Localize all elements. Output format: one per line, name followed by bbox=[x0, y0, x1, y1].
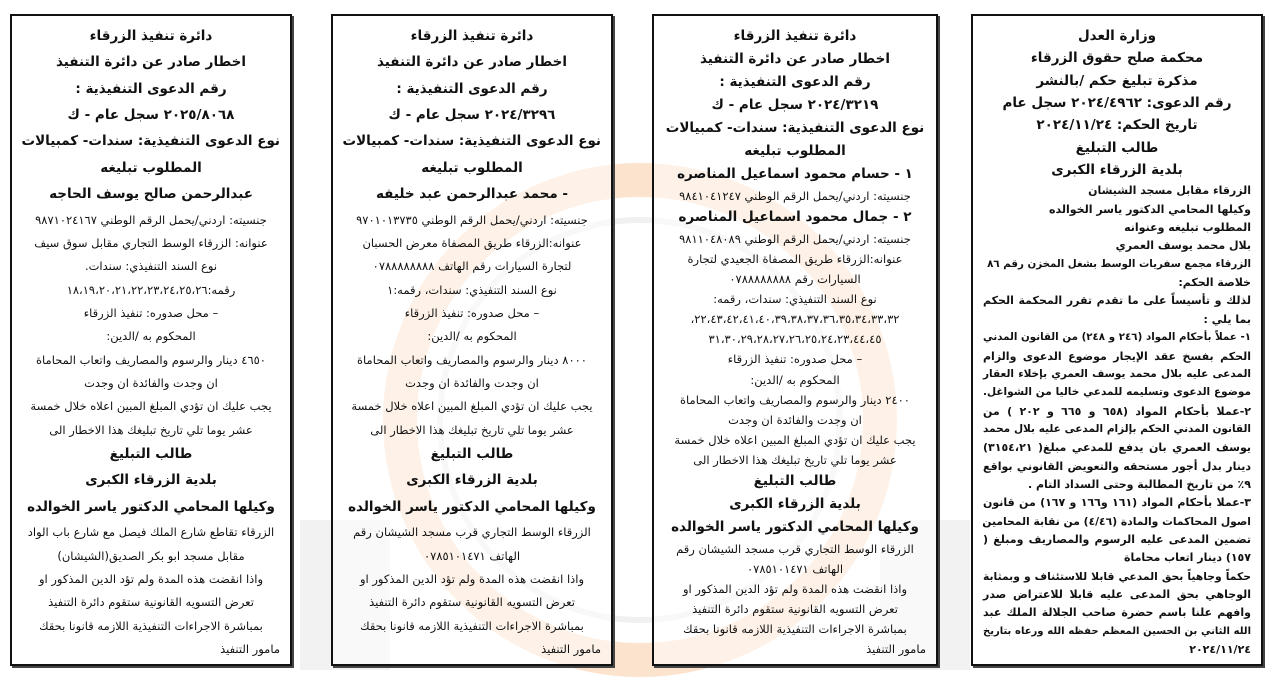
notice-heading-line: دائرة تنفيذ الزرقاء bbox=[89, 28, 213, 44]
notice-text-line: اصول المحاكمات والمادة (٤/٤٦) من نقابة المحامين bbox=[982, 514, 1251, 528]
notice-text-line: الزرقاء مقابل مسجد الشيشان bbox=[1088, 184, 1251, 198]
notice-text-line: مامور التنفيذ bbox=[541, 641, 601, 656]
notice-text-line: جنسيته: اردني/يحمل الرقم الوطني ٩٨٧١٠٢٤١٦٧ bbox=[35, 212, 267, 227]
notice-text-line: المدعى عليه بلال محمد يوسف العمري بإخلاء العقار bbox=[983, 367, 1251, 380]
notice-text-line: تعرض التسويه القانونية ستقوم دائرة التنفيذ bbox=[369, 595, 575, 610]
notice-heading-line: رقم الدعوى التنفيذية : bbox=[719, 74, 871, 91]
notice-heading-line: محكمة صلح حقوق الزرقاء bbox=[1030, 50, 1204, 67]
notice-text-line: جنسيته: اردني/يحمل الرقم الوطني ٩٨١١٠٤٨٠٨٩ bbox=[679, 232, 911, 247]
notice-heading-line: وكيلها المحامي الدكتور ياسر الخوالده bbox=[671, 518, 919, 535]
notice-heading-line: ٢ - جمال محمود اسماعيل المناصره bbox=[678, 209, 912, 226]
notice-text-line: المحكوم به /الدين: bbox=[106, 329, 196, 344]
notice-text-line: يجب عليك ان تؤدي المبلغ المبين اعلاه خلال خمسة bbox=[674, 432, 916, 447]
notice-text-line: لتجارة السيارات رقم الهاتف ٠٧٨٨٨٨٨٨٨٨ bbox=[372, 259, 572, 274]
notice-text-line: الزرقاء الوسط التجاري قرب مسجد الشيشان رقم bbox=[676, 541, 914, 556]
notice-text-line: دينار بدل أجور مستحقه والتعويض القانوني بواقع bbox=[983, 459, 1251, 473]
notice-text-line: ٩٪ من تاريخ المطالبة وحتى السداد التام . bbox=[1027, 477, 1251, 491]
notice-heading-line: بلدية الزرقاء الكبرى bbox=[406, 472, 538, 489]
notice-text-line: الزرقاء تقاطع شارع الملك فيصل مع شارع باب الواد bbox=[27, 525, 275, 540]
notice-text-line: عنوانه:الزرقاء طريق المصفاة الجعيدي لتجارة bbox=[687, 252, 903, 267]
notice-text-line: رقمه:١٨،١٩،٢٠،٢١،٢٢،٢٣،٢٤،٢٥،٢٦ bbox=[66, 282, 236, 297]
notice-court-judgment bbox=[971, 14, 1263, 666]
notice-heading-line: نوع الدعوى التنفيذية: سندات- كمبيالات bbox=[342, 133, 601, 150]
notice-text-line: بمباشرة الاجراءات التنفيذية اللازمه قانونا بحقك bbox=[39, 618, 263, 633]
notice-heading-line: تاريخ الحكم: ٢٠٢٤/١١/٢٤ bbox=[1036, 117, 1198, 134]
notice-text-line: يوسف العمري بان يدفع للمدعي مبلغ( ٣١٥٤،٢١) bbox=[983, 441, 1251, 455]
notice-heading-line: طالب التبليغ bbox=[1075, 139, 1159, 156]
notice-text-line: جنسيته: اردني/يحمل الرقم الوطني ٩٧٠١٠١٣٧٣٥ bbox=[356, 212, 588, 227]
notice-text-line: ان وجدت والفائدة ان وجدت bbox=[405, 376, 539, 391]
notice-heading-line: بلدية الزرقاء الكبرى bbox=[1051, 162, 1183, 179]
notice-heading-line: المطلوب تبليغه bbox=[100, 159, 202, 176]
notice-text-line: عشر يوما تلي تاريخ تبليغك هذا الاخطار الى bbox=[693, 452, 897, 467]
notice-text-line: المحكوم به /الدين: bbox=[427, 329, 517, 344]
notice-text-line: حكماً وجاهياً بحق المدعي قابلا للاستئناف و وبمثابة bbox=[983, 569, 1251, 583]
notice-text-line: ٢٢،٤٣،٤٢،٤١،٤٠،٣٩،٣٨،٣٧،٣٦،٣٥،٣٤،٣٣،٣٢، bbox=[690, 312, 900, 327]
notice-execution-8068 bbox=[10, 14, 292, 666]
notice-text-line: مامور التنفيذ bbox=[866, 641, 926, 656]
notice-text-line: نوع السند التنفيذي: سندات، رقمه: bbox=[713, 292, 877, 307]
notice-heading-line: مذكرة تبليغ حكم /بالنشر bbox=[1036, 72, 1198, 89]
notice-text-line: وافهم علنا باسم حضرة صاحب الجلالة الملك عبد bbox=[983, 606, 1251, 620]
notice-text-line: لذلك و تأسيساً على ما تقدم تقرر المحكمة الحكم bbox=[983, 294, 1251, 308]
notice-heading-line: طالب التبليغ bbox=[430, 446, 514, 463]
notice-text-line: تعرض التسويه القانونية ستقوم دائرة التنفيذ bbox=[692, 601, 898, 616]
notice-text-line: ٢-عملا بأحكام المواد (٦٥٨ و ٦٦٥ و ٢٠٢ ) من bbox=[983, 404, 1251, 418]
notice-text-line: يجب عليك ان تؤدي المبلغ المبين اعلاه خلال خمسة bbox=[351, 399, 593, 414]
notice-text-line: – محل صدوره: تنفيذ الزرقاء bbox=[727, 352, 863, 367]
notice-text-line: يجب عليك ان تؤدي المبلغ المبين اعلاه خلال خمسة bbox=[30, 399, 272, 414]
notice-heading-line: اخطار صادر عن دائرة التنفيذ bbox=[699, 51, 891, 68]
notice-text-line: ٨٠٠٠ دينار والرسوم والمصاريف واتعاب المحاماة bbox=[357, 352, 587, 367]
notice-text-line: الزرقاء مجمع سفريات الوسط بشغل المخزن رقم ٨٦ bbox=[987, 257, 1251, 270]
notice-heading-line: رقم الدعوى التنفيذية : bbox=[75, 80, 227, 97]
notice-text-line: وكيلها المحامي الدكتور ياسر الخوالده bbox=[1049, 202, 1251, 216]
notice-text-line: الهاتف ٠٧٨٥١٠١٤٧١ bbox=[423, 548, 521, 563]
notice-text-line: المحكوم به /الدين: bbox=[750, 372, 840, 387]
notice-text-line: مامور التنفيذ bbox=[220, 641, 280, 656]
notice-text-line: الزرقاء الوسط التجاري قرب مسجد الشيشان رقم bbox=[353, 525, 591, 540]
notice-heading-line: دائرة تنفيذ الزرقاء bbox=[733, 28, 857, 44]
notice-heading-line: اخطار صادر عن دائرة التنفيذ bbox=[376, 54, 568, 71]
notice-text-line: – محل صدوره: تنفيذ الزرقاء bbox=[83, 305, 219, 320]
notice-text-line: الوجاهي بحق المدعى عليه قابلا للاعتراض صدر bbox=[983, 587, 1251, 601]
notice-heading-line: اخطار صادر عن دائرة التنفيذ bbox=[55, 54, 247, 71]
notice-text-line: مقابل مسجد ابو بكر الصديق(الشيشان) bbox=[57, 548, 245, 563]
notice-heading-line: دائرة تنفيذ الزرقاء bbox=[410, 28, 534, 44]
notice-heading-line: طالب التبليغ bbox=[109, 446, 193, 463]
notice-heading-line: ٢٠٢٤/٣٢٩٦ سجل عام - ك bbox=[388, 107, 556, 124]
notice-text-line: موضوع الدعوى وتسليمه للمدعي خاليا من الشواغل. bbox=[983, 386, 1251, 399]
notice-text-line: الهاتف ٠٧٨٥١٠١٤٧١ bbox=[746, 561, 844, 576]
notice-text-line: القانون المدني الحكم بإلزام المدعى عليه بلال محمد bbox=[983, 422, 1251, 435]
notice-text-line: عشر يوما تلي تاريخ تبليغك هذا الاخطار الى bbox=[370, 422, 574, 437]
notice-text-line: واذا انقضت هذه المدة ولم تؤد الدين المذكور او bbox=[38, 571, 264, 586]
notice-heading-line: طالب التبليغ bbox=[753, 472, 837, 489]
notice-text-line: نوع السند التنفيذي: سندات، رقمه:١ bbox=[387, 282, 557, 297]
notice-heading-line: وكيلها المحامي الدكتور ياسر الخوالده bbox=[27, 498, 275, 515]
notice-text-line: الله الثاني بن الحسين المعظم حفظه الله ورعاه بتاريخ bbox=[983, 625, 1251, 637]
notice-heading-line: رقم الدعوى التنفيذية : bbox=[396, 80, 548, 97]
notice-text-line: ١- عملاً بأحكام المواد (٢٤٦ و ٢٤٨) من القانون المدني bbox=[983, 331, 1251, 344]
notice-text-line: ٢٤٠٠ دينار والرسوم والمصاريف واتعاب المحاماة bbox=[680, 392, 910, 407]
notice-execution-3219 bbox=[652, 14, 938, 666]
notice-heading-line: وكيلها المحامي الدكتور ياسر الخوالده bbox=[348, 498, 596, 515]
notice-heading-line: رقم الدعوى: ٢٠٢٤/٤٩٦٢ سجل عام bbox=[1002, 95, 1232, 112]
notice-heading-line: نوع الدعوى التنفيذية: سندات- كمبيالات bbox=[665, 120, 925, 137]
notice-text-line: ٣١،٣٠،٢٩،٢٨،٢٧،٢٦،٢٥،٢٤،٢٣،٤٤،٤٥ bbox=[708, 332, 882, 347]
notice-text-line: ٤٦٥٠ دينار والرسوم والمصاريف واتعاب المحاماة bbox=[36, 352, 266, 367]
notice-heading-line: ١ - حسام محمود اسماعيل المناصره bbox=[677, 166, 913, 183]
notice-execution-3296 bbox=[331, 14, 613, 666]
notice-text-line: بما يلي : bbox=[1203, 312, 1251, 326]
notice-text-line: خلاصة الحكم: bbox=[1178, 276, 1251, 290]
notice-text-line: عنوانه:الزرقاء طريق المصفاة معرض الحسبان bbox=[362, 235, 582, 250]
notice-text-line: عنوانه: الزرقاء الوسط التجاري مقابل سوق سيف bbox=[34, 235, 268, 250]
notice-text-line: السيارات رقم ٠٧٨٨٨٨٨٨٨٨ bbox=[729, 272, 861, 287]
notice-text-line: ان وجدت والفائدة ان وجدت bbox=[84, 376, 218, 391]
notice-heading-line: ٢٠٢٥/٨٠٦٨ سجل عام - ك bbox=[67, 107, 235, 124]
notice-heading-line: بلدية الزرقاء الكبرى bbox=[729, 495, 861, 512]
notice-text-line: ٢٠٢٤/١١/٢٤ bbox=[1189, 643, 1251, 656]
notice-heading-line: بلدية الزرقاء الكبرى bbox=[85, 472, 217, 489]
notice-heading-line: نوع الدعوى التنفيذية: سندات- كمبيالات bbox=[21, 133, 280, 150]
notice-text-line: تعرض التسويه القانونية ستقوم دائرة التنفيذ bbox=[48, 595, 254, 610]
notice-heading-line: المطلوب تبليغه bbox=[421, 159, 523, 176]
notice-text-line: واذا انقضت هذه المدة ولم تؤد الدين المذكور او bbox=[682, 581, 908, 596]
notice-text-line: بلال محمد يوسف العمري bbox=[1115, 239, 1251, 253]
notice-text-line: نوع السند التنفيذي: سندات. bbox=[84, 259, 218, 274]
notice-heading-line: عبدالرحمن صالح يوسف الحاجه bbox=[49, 186, 253, 203]
notice-heading-line: وزارة العدل bbox=[1077, 28, 1157, 44]
notice-text-line: ٣-عملا بأحكام المواد (١٦١ و١٦٦ و ١٦٧) من قانون bbox=[983, 496, 1252, 510]
notice-text-line: الحكم بفسخ عقد الإيجار موضوع الدعوى والزام bbox=[983, 349, 1251, 363]
notice-text-line: بمباشرة الاجراءات التنفيذية اللازمه قانونا بحقك bbox=[683, 621, 907, 636]
notice-text-line: واذا انقضت هذه المدة ولم تؤد الدين المذكور او bbox=[359, 571, 585, 586]
notice-heading-line: المطلوب تبليغه bbox=[744, 143, 846, 160]
notice-text-line: ١٥٧) دينار اتعاب محاماة bbox=[1124, 551, 1251, 565]
notice-text-line: تضمين المدعى عليه الرسوم والمصاريف ومبلغ ( bbox=[983, 532, 1251, 546]
notice-heading-line: - محمد عبدالرحمن عبد خليفه bbox=[375, 186, 569, 203]
notice-text-line: عشر يوما تلي تاريخ تبليغك هذا الاخطار الى bbox=[49, 422, 253, 437]
notice-text-line: – محل صدوره: تنفيذ الزرقاء bbox=[404, 305, 540, 320]
notice-text-line: جنسيته: اردني/يحمل الرقم الوطني ٩٨٤١٠٤١٢٤٧ bbox=[679, 189, 911, 204]
notice-heading-line: ٢٠٢٤/٣٢١٩ سجل عام - ك bbox=[711, 97, 879, 114]
notice-text-line: ان وجدت والفائدة ان وجدت bbox=[728, 412, 862, 427]
notice-text-line: بمباشرة الاجراءات التنفيذية اللازمه قانونا بحقك bbox=[360, 618, 584, 633]
notice-text-line: المطلوب تبليغه وعنوانه bbox=[1124, 221, 1251, 235]
